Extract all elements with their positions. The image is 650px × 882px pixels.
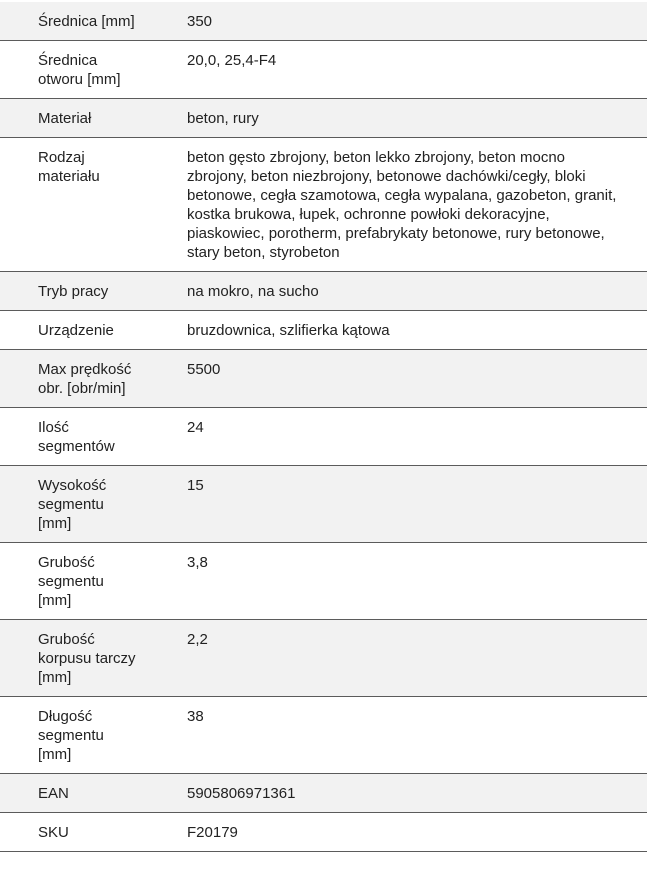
spec-row (0, 543, 647, 620)
spec-value: 350 (187, 13, 213, 30)
spec-label: Materiał (38, 110, 92, 127)
spec-value: bruzdownica, szlifierka kątowa (187, 322, 390, 339)
spec-row (0, 408, 647, 466)
spec-label: Średnica otworu [mm] (38, 52, 121, 88)
spec-value: 2,2 (187, 631, 208, 648)
spec-row (0, 99, 647, 138)
spec-value: 38 (187, 708, 204, 725)
spec-table (0, 2, 647, 852)
spec-row (0, 813, 647, 852)
spec-row (0, 138, 647, 272)
spec-row (0, 774, 647, 813)
spec-label: SKU (38, 824, 69, 841)
spec-value: 24 (187, 419, 204, 436)
spec-row (0, 41, 647, 99)
spec-value: beton, rury (187, 110, 259, 127)
spec-value: 15 (187, 477, 204, 494)
spec-value: 5500 (187, 361, 221, 378)
spec-value: 5905806971361 (187, 785, 296, 802)
spec-label: Grubość korpusu tarczy [mm] (38, 631, 136, 686)
spec-row (0, 466, 647, 543)
spec-label: Grubość segmentu [mm] (38, 554, 104, 609)
spec-label: Urządzenie (38, 322, 114, 339)
spec-label: Max prędkość obr. [obr/min] (38, 361, 132, 397)
spec-value: 20,0, 25,4-F4 (187, 52, 277, 69)
spec-label: Rodzaj materiału (38, 149, 100, 185)
spec-value: beton gęsto zbrojony, beton lekko zbrojony, beton mocno zbrojony, beton niezbrojony, betonowe dachówki/cegły, bloki betonowe, cegła szamotowa, cegła wypalana, gazobeton, granit, kostka brukowa, łupek, ochronne powłoki dekoracyjne, piaskowiec, porotherm, prefabrykaty betonowe, rury betonowe, stary beton, styrobeton (187, 149, 617, 261)
spec-row (0, 311, 647, 350)
spec-row (0, 272, 647, 311)
spec-row (0, 2, 647, 41)
spec-value: na mokro, na sucho (187, 283, 319, 300)
spec-label: Ilość segmentów (38, 419, 115, 455)
spec-value: 3,8 (187, 554, 208, 571)
spec-label: Długość segmentu [mm] (38, 708, 104, 763)
spec-label: Tryb pracy (38, 283, 109, 300)
spec-row (0, 620, 647, 697)
spec-row (0, 697, 647, 774)
spec-value: F20179 (187, 824, 238, 841)
spec-label: EAN (38, 785, 69, 802)
spec-label: Wysokość segmentu [mm] (38, 477, 107, 532)
spec-row (0, 350, 647, 408)
spec-label: Średnica [mm] (38, 13, 135, 30)
